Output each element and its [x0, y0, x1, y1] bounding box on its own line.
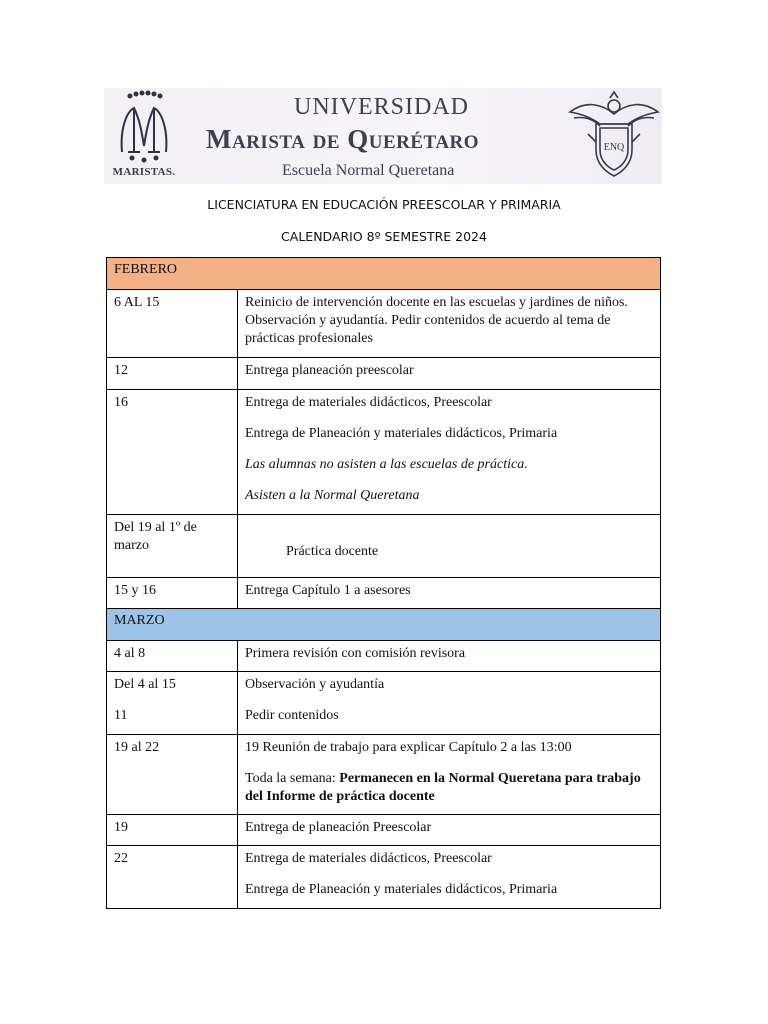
- activity-cell: [238, 390, 661, 515]
- table-row: [107, 846, 661, 909]
- month-header-febrero: [107, 258, 661, 290]
- header-banner: [104, 88, 662, 184]
- table-row: [107, 390, 661, 515]
- table-row: [107, 358, 661, 390]
- date-cell: 12: [107, 358, 238, 390]
- date-line: Del 4 al 15: [114, 677, 176, 692]
- university-line-3: Escuela Normal Queretana: [282, 162, 455, 179]
- activity-line: Entrega de materiales didácticos, Preescolar: [245, 851, 492, 866]
- enq-crest: [566, 90, 662, 180]
- activity-note: Las alumnas no asisten a las escuelas de práctica.: [245, 457, 528, 472]
- maristas-monogram-icon: [112, 90, 176, 164]
- activity-prefix: Toda la semana:: [245, 771, 340, 786]
- table-row: [107, 290, 661, 358]
- activity-cell: [238, 672, 661, 735]
- date-cell: 19: [107, 815, 238, 846]
- activity-line: Entrega de Planeación y materiales didácticos, Primaria: [245, 426, 558, 441]
- activity-line: Observación y ayudantía: [245, 677, 385, 692]
- maristas-logo: [104, 90, 184, 182]
- table-row: [107, 578, 661, 609]
- table-row: [107, 735, 661, 815]
- date-cell: 22: [107, 846, 238, 909]
- university-line-1: UNIVERSIDAD: [294, 94, 469, 120]
- date-cell: 6 AL 15: [107, 290, 238, 358]
- activity-cell: Práctica docente: [238, 515, 661, 578]
- activity-cell: [238, 846, 661, 909]
- activity-line: [245, 770, 653, 806]
- activity-cell: [238, 735, 661, 815]
- activity-line: Entrega de Planeación y materiales didácticos, Primaria: [245, 882, 558, 897]
- table-row: [107, 672, 661, 735]
- activity-cell: Reinicio de intervención docente en las escuelas y jardines de niños. Observación y ayudantía. Pedir contenidos de acuerdo al tema de prácticas profesionales: [238, 290, 661, 358]
- date-cell: 15 y 16: [107, 578, 238, 609]
- crest-letters: ENQ: [603, 142, 625, 153]
- date-cell: 19 al 22: [107, 735, 238, 815]
- activity-line: Entrega de materiales didácticos, Preescolar: [245, 395, 492, 410]
- activity-cell: Entrega planeación preescolar: [238, 358, 661, 390]
- calendar-title: CALENDARIO 8º SEMESTRE 2024: [281, 229, 487, 244]
- maristas-label: MARISTAS.: [112, 166, 176, 178]
- activity-line: Pedir contenidos: [245, 708, 339, 723]
- table-row: [107, 641, 661, 672]
- activity-cell: Primera revisión con comisión revisora: [238, 641, 661, 672]
- university-line-2: Marista de Querétaro: [206, 124, 480, 154]
- activity-line: 19 Reunión de trabajo para explicar Capítulo 2 a las 13:00: [245, 740, 572, 755]
- date-cell: [107, 672, 238, 735]
- month-header-marzo: [107, 609, 661, 641]
- activity-cell: Entrega de planeación Preescolar: [238, 815, 661, 846]
- month-label: MARZO: [107, 609, 661, 641]
- table-row: [107, 815, 661, 846]
- eagle-crest-icon: [566, 90, 662, 180]
- month-label: FEBRERO: [107, 258, 661, 290]
- table-row: [107, 515, 661, 578]
- activity-note: Asisten a la Normal Queretana: [245, 488, 420, 503]
- activity-cell: Entrega Capítulo 1 a asesores: [238, 578, 661, 609]
- date-cell: 16: [107, 390, 238, 515]
- date-line: 11: [114, 708, 128, 723]
- activity-emphasis: Permanecen en la Normal Queretana para trabajo del Informe de práctica docente: [245, 771, 641, 804]
- date-cell: Del 19 al 1º de marzo: [107, 515, 238, 578]
- program-title: LICENCIATURA EN EDUCACIÓN PREESCOLAR Y PRIMARIA: [207, 197, 561, 212]
- calendar-table: [106, 257, 661, 909]
- date-cell: 4 al 8: [107, 641, 238, 672]
